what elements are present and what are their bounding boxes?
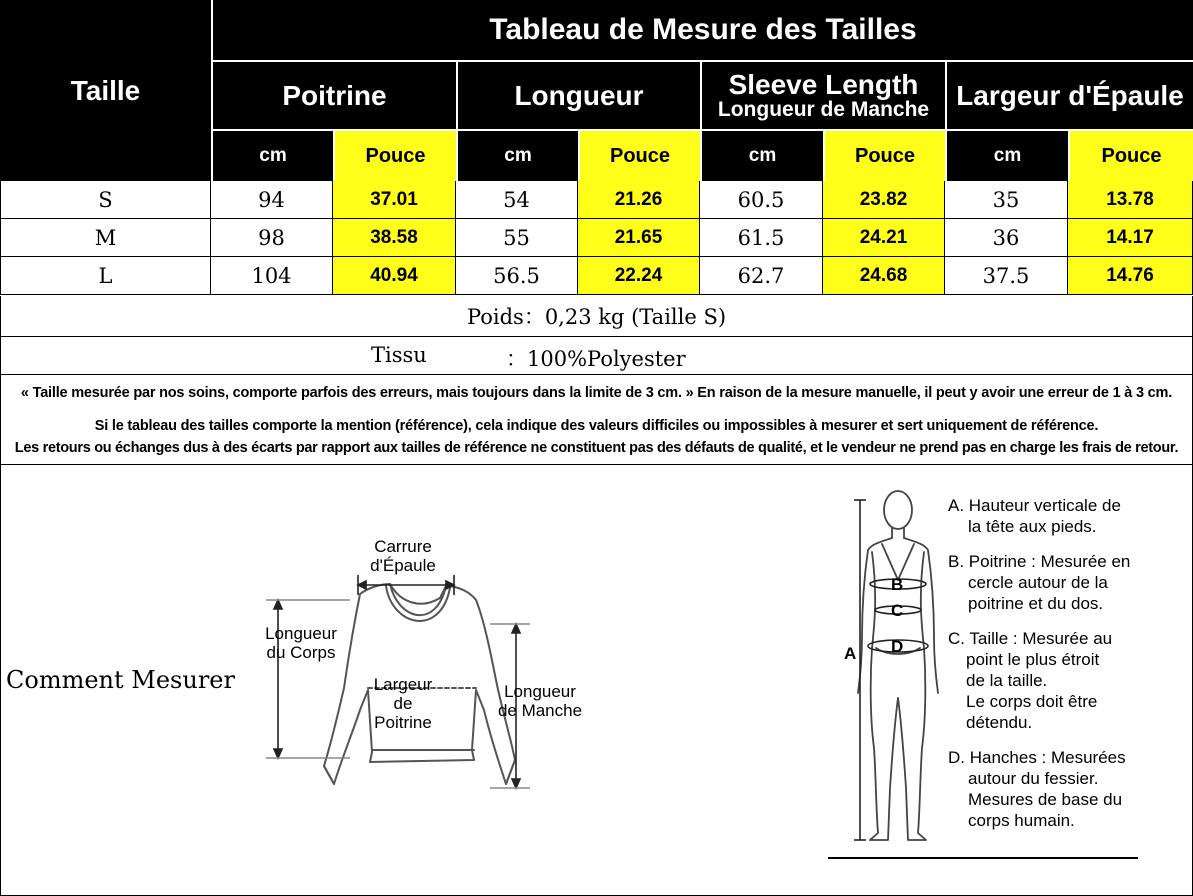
fabric-label: Tissu bbox=[371, 343, 427, 367]
legend-c-line-3: de la taille. bbox=[966, 671, 1048, 690]
inch-value-cell: 21.65 bbox=[578, 219, 700, 257]
figure-letter-d: D bbox=[891, 637, 904, 656]
group-header-longueur: Longueur bbox=[514, 79, 644, 111]
inch-value-cell: 13.78 bbox=[1068, 181, 1193, 219]
fabric-row bbox=[0, 337, 1193, 375]
inch-value-cell: 24.21 bbox=[823, 219, 945, 257]
figure-letter-c: C bbox=[891, 601, 904, 620]
legend-d-line-2: autour du fessier. bbox=[968, 769, 1099, 788]
chest-width-label-line-1: Largeur bbox=[373, 675, 433, 694]
legend-c-line-5: détendu. bbox=[966, 713, 1033, 732]
legend-item-d bbox=[948, 747, 1188, 831]
cm-value-cell: 60.5 bbox=[700, 181, 823, 219]
weight-text: Poids：0,23 kg (Taille S) bbox=[466, 305, 727, 329]
cm-value-cell: 98 bbox=[211, 219, 333, 257]
legend-c-line-1: C. Taille : Mesurée au bbox=[948, 629, 1113, 648]
sleeve-header-fr: Longueur de Manche bbox=[717, 98, 930, 122]
unit-inch-4: Pouce bbox=[1070, 131, 1193, 181]
figure-baseline bbox=[828, 857, 1138, 859]
cm-value-cell: 55 bbox=[456, 219, 578, 257]
unit-cm-1: cm bbox=[259, 145, 287, 166]
legend-b-line-3: poitrine et du dos. bbox=[968, 594, 1104, 613]
cm-value-cell: 94 bbox=[211, 181, 333, 219]
cm-value-cell: 62.7 bbox=[700, 257, 823, 295]
chest-width-label-line-2: de bbox=[393, 694, 413, 713]
measure-legend bbox=[948, 495, 1188, 831]
legend-a-line-1: A. Hauteur verticale de bbox=[948, 496, 1121, 515]
table-header bbox=[0, 0, 1193, 181]
inch-value-cell: 22.24 bbox=[578, 257, 700, 295]
inch-value-cell: 37.01 bbox=[333, 181, 456, 219]
weight-row bbox=[0, 296, 1193, 337]
cm-value-cell: 36 bbox=[945, 219, 1068, 257]
cm-value-cell: 35 bbox=[945, 181, 1068, 219]
legend-d-line-4: corps humain. bbox=[968, 811, 1075, 830]
inch-value-cell: 24.68 bbox=[823, 257, 945, 295]
unit-cm-3: cm bbox=[748, 145, 777, 166]
inch-value-cell: 14.76 bbox=[1068, 257, 1193, 295]
reference-note-1: Si le tableau des tailles comporte la mention (référence), cela indique des valeurs difficiles ou impossibles à mesurer et sert uniquement de référence. bbox=[94, 418, 1099, 434]
body-length-label-line-1: Longueur bbox=[265, 624, 337, 643]
table-row bbox=[0, 219, 1193, 257]
legend-item-a bbox=[948, 495, 1188, 537]
table-title: Tableau de Mesure des Tailles bbox=[489, 13, 917, 46]
body-figure bbox=[828, 488, 940, 860]
table-row bbox=[0, 257, 1193, 295]
inch-value-cell: 38.58 bbox=[333, 219, 456, 257]
unit-cm-2: cm bbox=[504, 145, 532, 166]
size-cell: M bbox=[0, 219, 211, 257]
legend-c-line-4: Le corps doit être bbox=[966, 692, 1098, 711]
shoulder-label-line-2: d'Épaule bbox=[370, 556, 436, 575]
legend-item-c bbox=[948, 628, 1188, 733]
group-header-epaule: Largeur d'Épaule bbox=[956, 79, 1184, 111]
measure-title: Comment Mesurer bbox=[6, 666, 235, 694]
body-length-label bbox=[258, 624, 344, 662]
legend-d-line-3: Mesures de base du bbox=[968, 790, 1123, 809]
cm-value-cell: 54 bbox=[456, 181, 578, 219]
cm-value-cell: 61.5 bbox=[700, 219, 823, 257]
chest-width-label bbox=[360, 675, 446, 732]
sleeve-header-en: Sleeve Length bbox=[728, 68, 919, 100]
chest-width-label-line-3: Poitrine bbox=[374, 713, 432, 732]
fabric-value: ：100%Polyester bbox=[506, 347, 686, 371]
tolerance-note: « Taille mesurée par nos soins, comporte parfois des erreurs, mais toujours dans la limite de 3 cm. » En raison de la mesure manuelle, il peut y avoir une erreur de 1 à 3 cm. bbox=[20, 385, 1173, 401]
inch-value-cell: 21.26 bbox=[578, 181, 700, 219]
cm-value-cell: 104 bbox=[211, 257, 333, 295]
shoulder-label-line-1: Carrure bbox=[374, 537, 432, 556]
inch-value-cell: 14.17 bbox=[1068, 219, 1193, 257]
cm-value-cell: 56.5 bbox=[456, 257, 578, 295]
legend-d-line-1: D. Hanches : Mesurées bbox=[948, 748, 1126, 767]
body-length-label-line-2: du Corps bbox=[266, 643, 336, 662]
size-column-header: Taille bbox=[70, 74, 141, 106]
size-cell: S bbox=[0, 181, 211, 219]
reference-note-2: Les retours ou échanges dus à des écarts par rapport aux tailles de référence ne constituent pas des défauts de qualité, et le vendeur ne prend pas en charge les frais de retour. bbox=[14, 440, 1179, 456]
sleeve-length-label-line-1: Longueur bbox=[504, 682, 576, 701]
legend-b-line-1: B. Poitrine : Mesurée en bbox=[948, 552, 1131, 571]
unit-inch-2: Pouce bbox=[580, 131, 700, 181]
unit-cm-4: cm bbox=[993, 145, 1022, 166]
cm-value-cell: 37.5 bbox=[945, 257, 1068, 295]
unit-inch-1: Pouce bbox=[335, 131, 456, 181]
legend-c-line-2: point le plus étroit bbox=[966, 650, 1100, 669]
figure-letter-b: B bbox=[891, 575, 904, 594]
legend-a-line-2: la tête aux pieds. bbox=[968, 517, 1097, 536]
inch-value-cell: 40.94 bbox=[333, 257, 456, 295]
unit-inch-3: Pouce bbox=[825, 131, 945, 181]
table-row bbox=[0, 181, 1193, 219]
sleeve-length-label bbox=[490, 682, 590, 720]
legend-item-b bbox=[948, 551, 1188, 614]
figure-letter-a: A bbox=[844, 644, 857, 663]
group-header-poitrine: Poitrine bbox=[282, 79, 387, 111]
inch-value-cell: 23.82 bbox=[823, 181, 945, 219]
size-cell: L bbox=[0, 257, 211, 295]
shoulder-label bbox=[360, 537, 446, 575]
sleeve-length-label-line-2: de Manche bbox=[497, 701, 583, 720]
group-header-sleeve bbox=[702, 62, 945, 129]
legend-b-line-2: cercle autour de la bbox=[968, 573, 1108, 592]
